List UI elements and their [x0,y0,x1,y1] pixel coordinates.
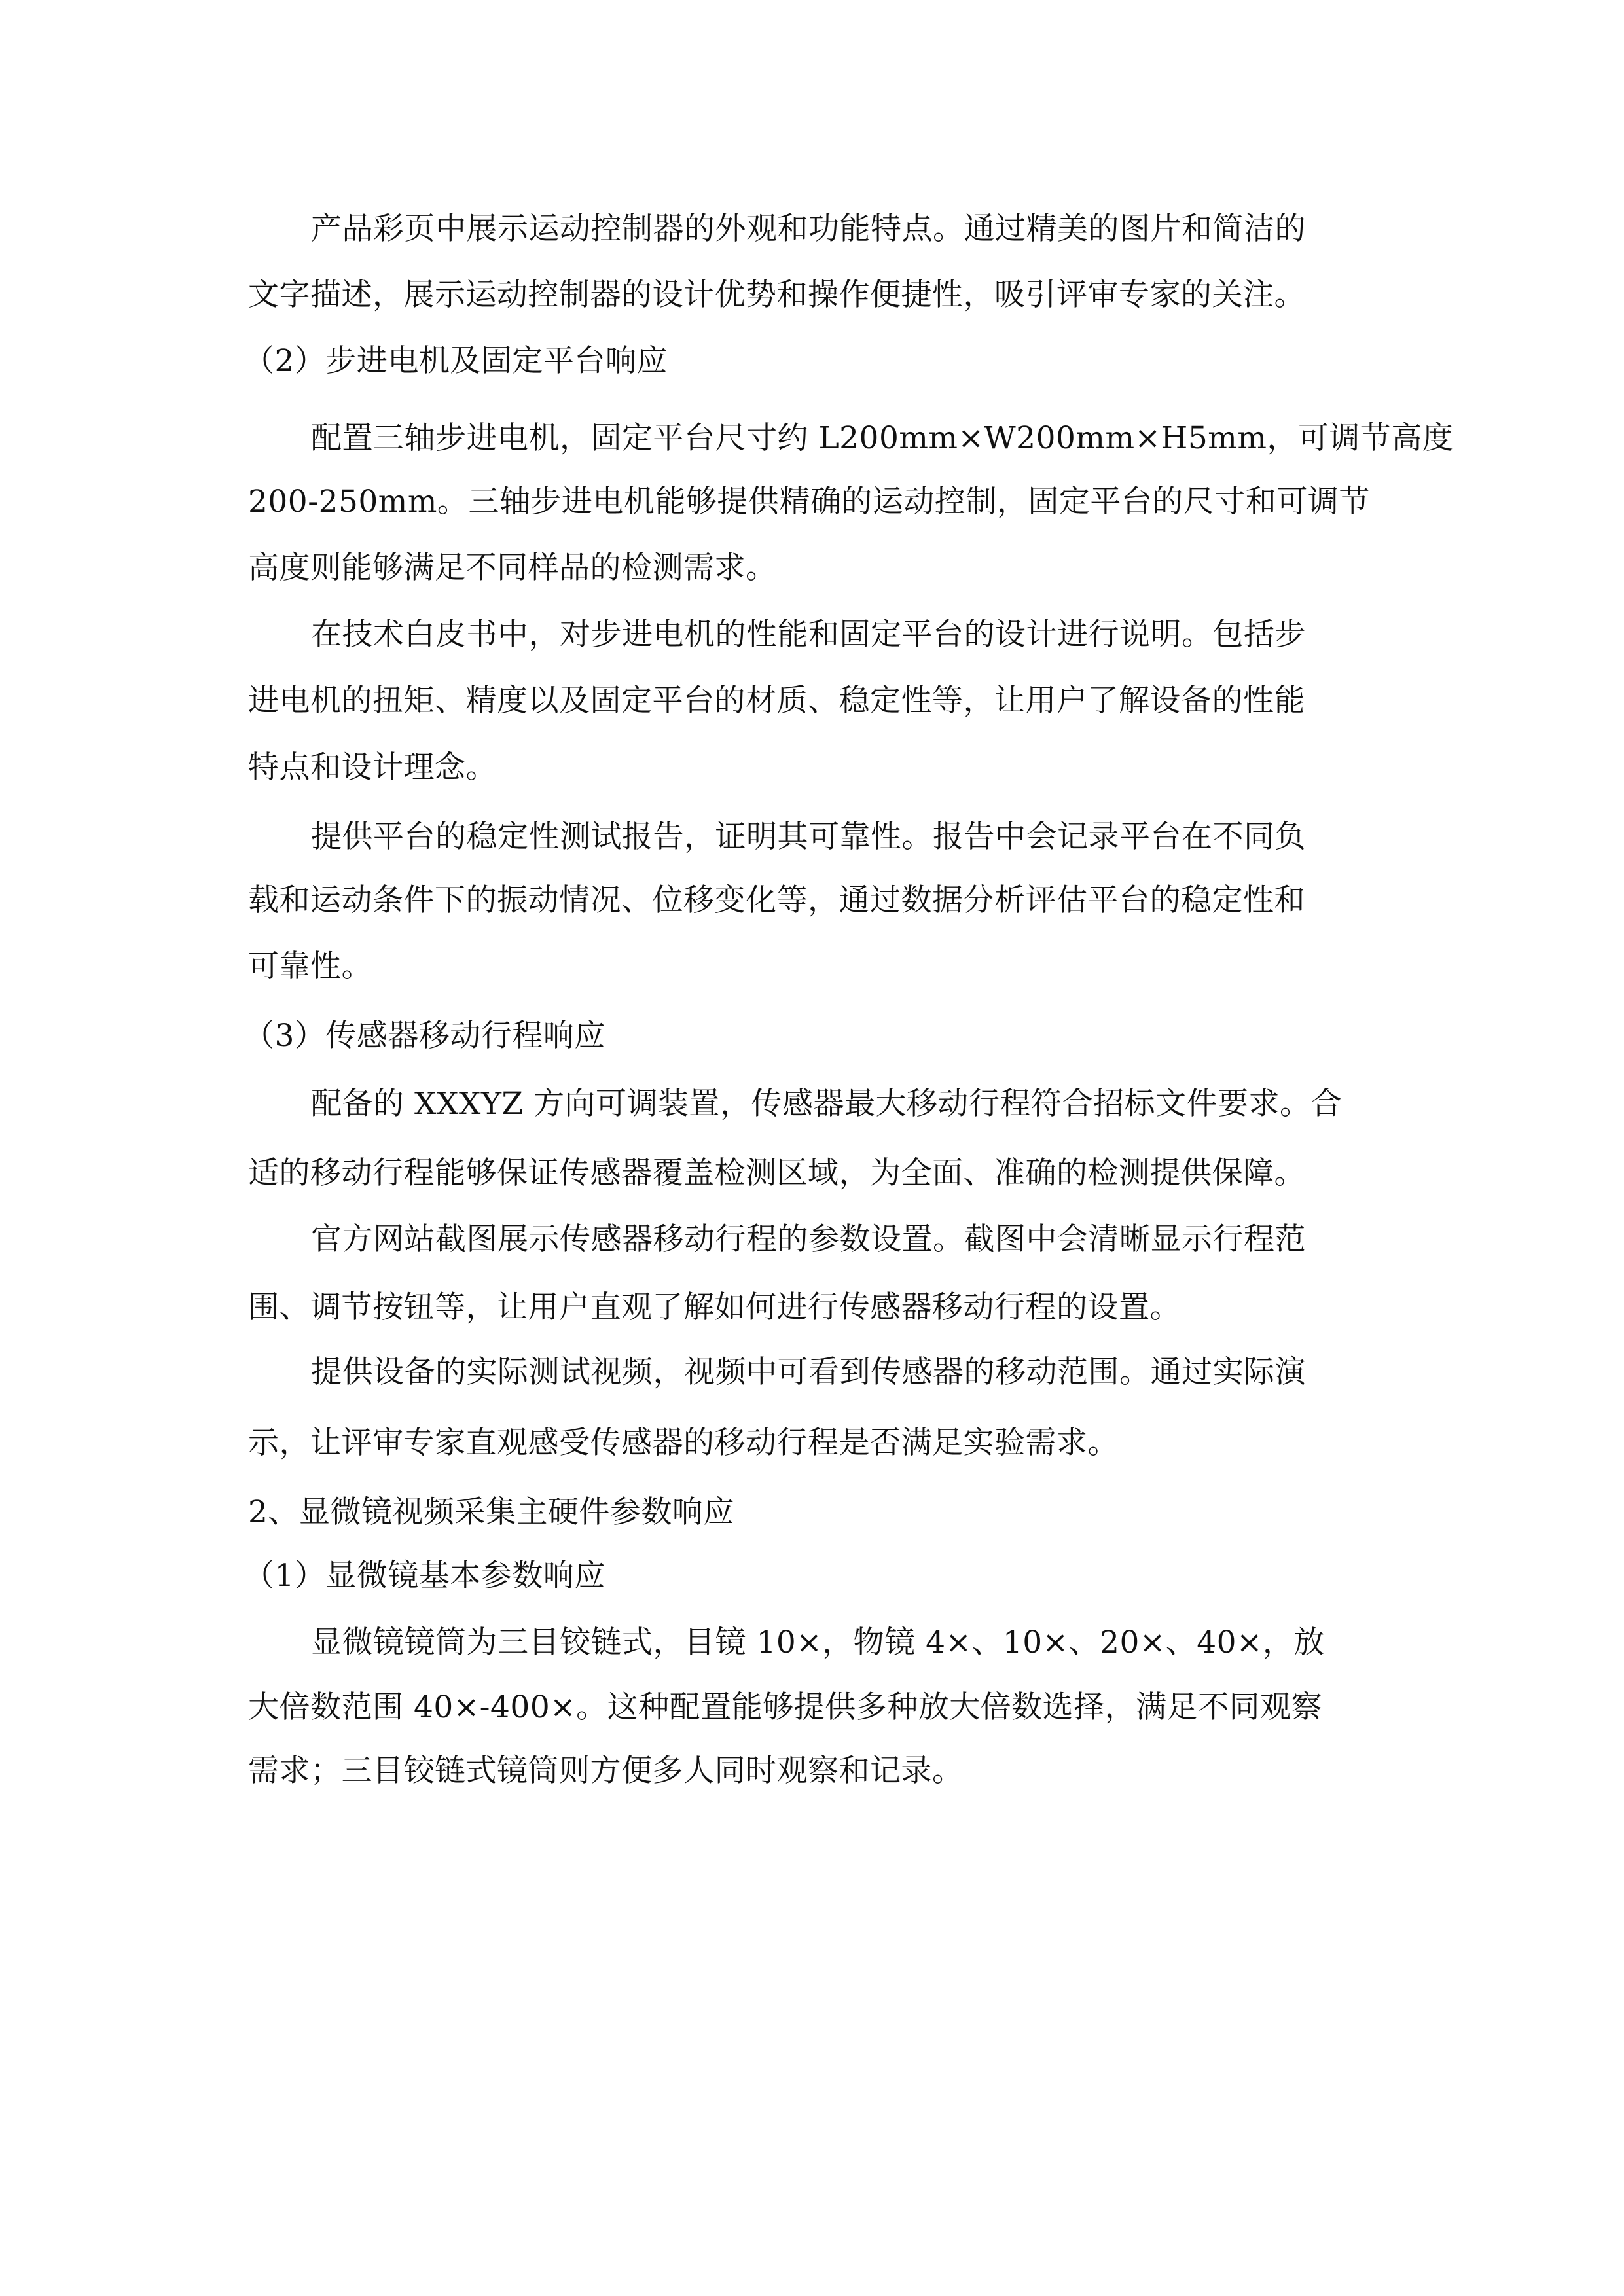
paragraph-line: 特点和设计理念。 [248,749,497,785]
paragraph-line: 载和运动条件下的振动情况、位移变化等，通过数据分析评估平台的稳定性和 [248,882,1305,918]
paragraph-line: 需求；三目铰链式镜筒则方便多人同时观察和记录。 [248,1753,964,1789]
paragraph-line: 提供平台的稳定性测试报告，证明其可靠性。报告中会记录平台在不同负 [311,819,1306,855]
paragraph-line: 进电机的扭矩、精度以及固定平台的材质、稳定性等，让用户了解设备的性能 [248,683,1305,719]
paragraph-line: 在技术白皮书中，对步进电机的性能和固定平台的设计进行说明。包括步 [311,617,1306,653]
paragraph-line: 产品彩页中展示运动控制器的外观和功能特点。通过精美的图片和简洁的 [311,211,1306,247]
paragraph-line: 高度则能够满足不同样品的检测需求。 [248,550,777,586]
paragraph-line: 围、调节按钮等，让用户直观了解如何进行传感器移动行程的设置。 [248,1289,1181,1325]
paragraph-line: 显微镜镜筒为三目铰链式，目镜 10×，物镜 4×、10×、20×、40×，放 [311,1624,1325,1660]
section-heading: 2、显微镜视频采集主硬件参数响应 [248,1494,734,1530]
paragraph-line: 大倍数范围 40×-400×。这种配置能够提供多种放大倍数选择，满足不同观察 [248,1689,1323,1725]
paragraph-line: 官方网站截图展示传感器移动行程的参数设置。截图中会清晰显示行程范 [311,1221,1306,1257]
paragraph-line: 示，让评审专家直观感受传感器的移动行程是否满足实验需求。 [248,1425,1119,1461]
subsection-heading: （3）传感器移动行程响应 [244,1018,605,1054]
paragraph-line: 200-250mm。三轴步进电机能够提供精确的运动控制，固定平台的尺寸和可调节 [248,484,1370,520]
paragraph-line: 适的移动行程能够保证传感器覆盖检测区域，为全面、准确的检测提供保障。 [248,1155,1305,1191]
paragraph-line: 文字描述，展示运动控制器的设计优势和操作便捷性，吸引评审专家的关注。 [248,277,1305,313]
paragraph-line: 提供设备的实际测试视频，视频中可看到传感器的移动范围。通过实际演 [311,1354,1306,1390]
paragraph-line: 配置三轴步进电机，固定平台尺寸约 L200mm×W200mm×H5mm，可调节高度 [311,420,1454,456]
paragraph-line: 配备的 XXXYZ 方向可调装置，传感器最大移动行程符合招标文件要求。合 [311,1086,1342,1122]
paragraph-line: 可靠性。 [248,948,372,984]
subsection-heading: （1）显微镜基本参数响应 [244,1558,605,1594]
subsection-heading: （2）步进电机及固定平台响应 [244,343,668,379]
